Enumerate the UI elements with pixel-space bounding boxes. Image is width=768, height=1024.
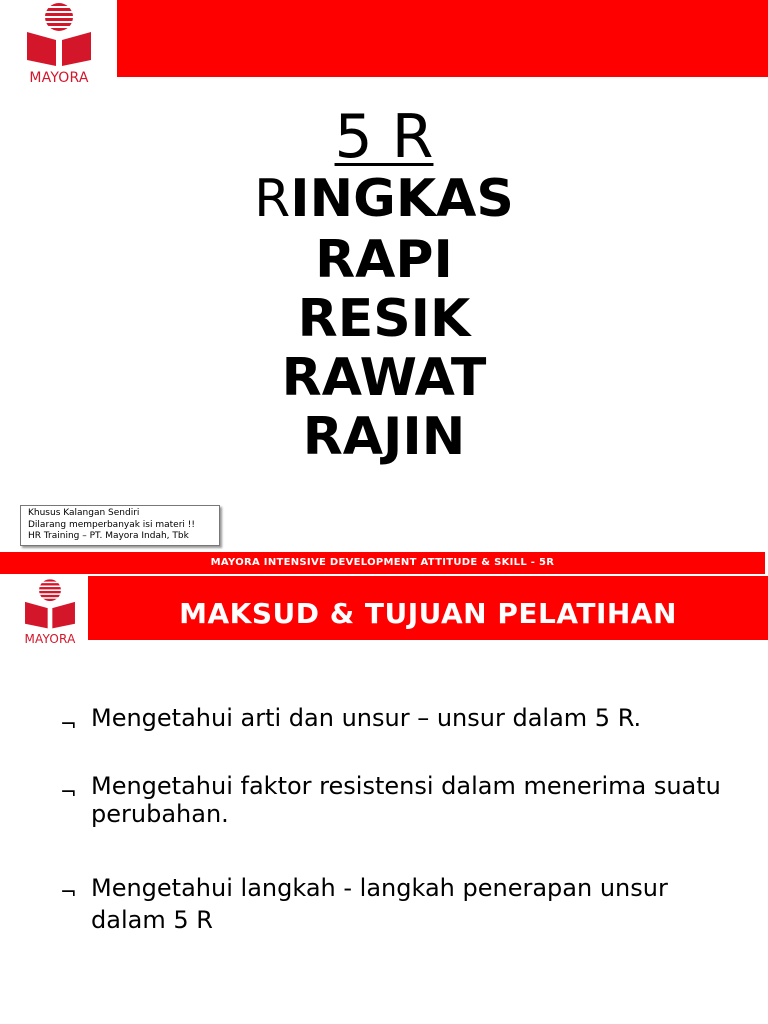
bullet-icon: ¬	[60, 880, 77, 904]
notice-line: Khusus Kalangan Sendiri	[28, 508, 140, 518]
word-rapi: RAPI	[315, 230, 453, 290]
slide-footer: MAYORA INTENSIVE DEVELOPMENT ATTITUDE & SKILL - 5R	[0, 552, 765, 574]
mayora-logo	[18, 578, 82, 648]
slide-title: 5 R	[334, 102, 434, 172]
header-red-bar	[117, 0, 768, 77]
word-rawat: RAWAT	[281, 348, 487, 408]
notice-line: HR Training – PT. Mayora Indah, Tbk	[28, 531, 189, 541]
word-resik: RESIK	[297, 289, 471, 349]
mayora-logo	[18, 2, 100, 88]
objective-text: Mengetahui langkah - langkah penerapan unsur dalam 5 R	[91, 874, 668, 934]
confidential-notice	[20, 505, 220, 546]
logo-wordmark: MAYORA	[29, 70, 89, 86]
mayora-emblem-icon	[18, 578, 82, 632]
objective-text: Mengetahui arti dan unsur – unsur dalam 5 R.	[91, 704, 642, 732]
objective-text: Mengetahui faktor resistensi dalam menerima suatu perubahan.	[91, 772, 721, 828]
bullet-icon: ¬	[60, 780, 77, 804]
mayora-emblem-icon	[18, 2, 100, 70]
bullet-icon: ¬	[60, 712, 77, 736]
word-ringkas: RINGKAS	[254, 169, 514, 229]
section-header: MAKSUD & TUJUAN PELATIHAN	[88, 576, 768, 640]
word-rajin: RAJIN	[302, 407, 466, 467]
logo-wordmark: MAYORA	[24, 632, 76, 646]
notice-line: Dilarang memperbanyak isi materi !!	[28, 519, 195, 530]
